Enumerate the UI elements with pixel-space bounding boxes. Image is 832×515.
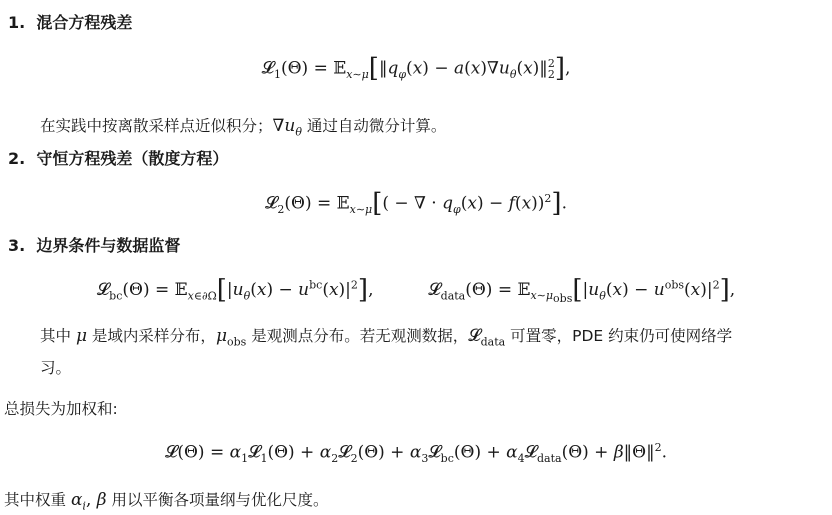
heading-1: 1. 混合方程残差: [8, 13, 133, 32]
text-4: 总损失为加权和:: [4, 400, 118, 418]
equation-4: 𝓛(Θ) = $\alpha_1𝓛_1(\Theta)$ + $\alpha_2𝓛_2(\Theta)$ + $\alpha_3𝓛_{bc}(\Theta)$ + $\alpha_4𝓛_{data}(\Theta)$ + β‖Θ‖$^2$.: [164, 441, 667, 466]
text-5: 其中权重 $\alpha_i$, β 用以平衡各项量纲与优化尺度。: [4, 490, 329, 513]
equation-1: 𝓛$_1$(Θ) = $𝔼_{x\sim\mu}[‖q_\varphi(x)$ − $a(x)\nabla u_\theta(x)‖^2_2$],: [261, 53, 571, 84]
text-3-line-2: 习。: [40, 359, 72, 377]
equation-3b: 𝓛$_{data}$(Θ) = $𝔼_{x\sim\mu_{obs}}[|u_\theta(x) - u^{obs}(x)|^2]$,: [428, 274, 736, 306]
equation-3: [0, 274, 832, 306]
heading-3: 3. 边界条件与数据监督: [8, 236, 181, 255]
text-1: 在实践中按离散采样点近似积分；$\nabla u_\theta$ 通过自动微分计算。: [40, 116, 447, 139]
text-3-line-1: 其中 μ 是域内采样分布，$\mu_{obs}$ 是观测点分布。若无观测数据，𝓛$_{data}$ 可置零，PDE 约束仍可使网络学: [40, 326, 733, 349]
equation-2: 𝓛$_2$(Θ) = 𝔼$_{x\sim\mu}$[( − ∇ · $q_\varphi(x) - f(x))^2$].: [265, 188, 567, 219]
heading-2: 2. 守恒方程残差（散度方程）: [8, 149, 229, 168]
equation-3a: 𝓛$_{bc}$(Θ) = $𝔼_{x\in\partial\Omega}[|u_\theta(x) - u^{bc}(x)|^2]$,: [96, 274, 374, 305]
